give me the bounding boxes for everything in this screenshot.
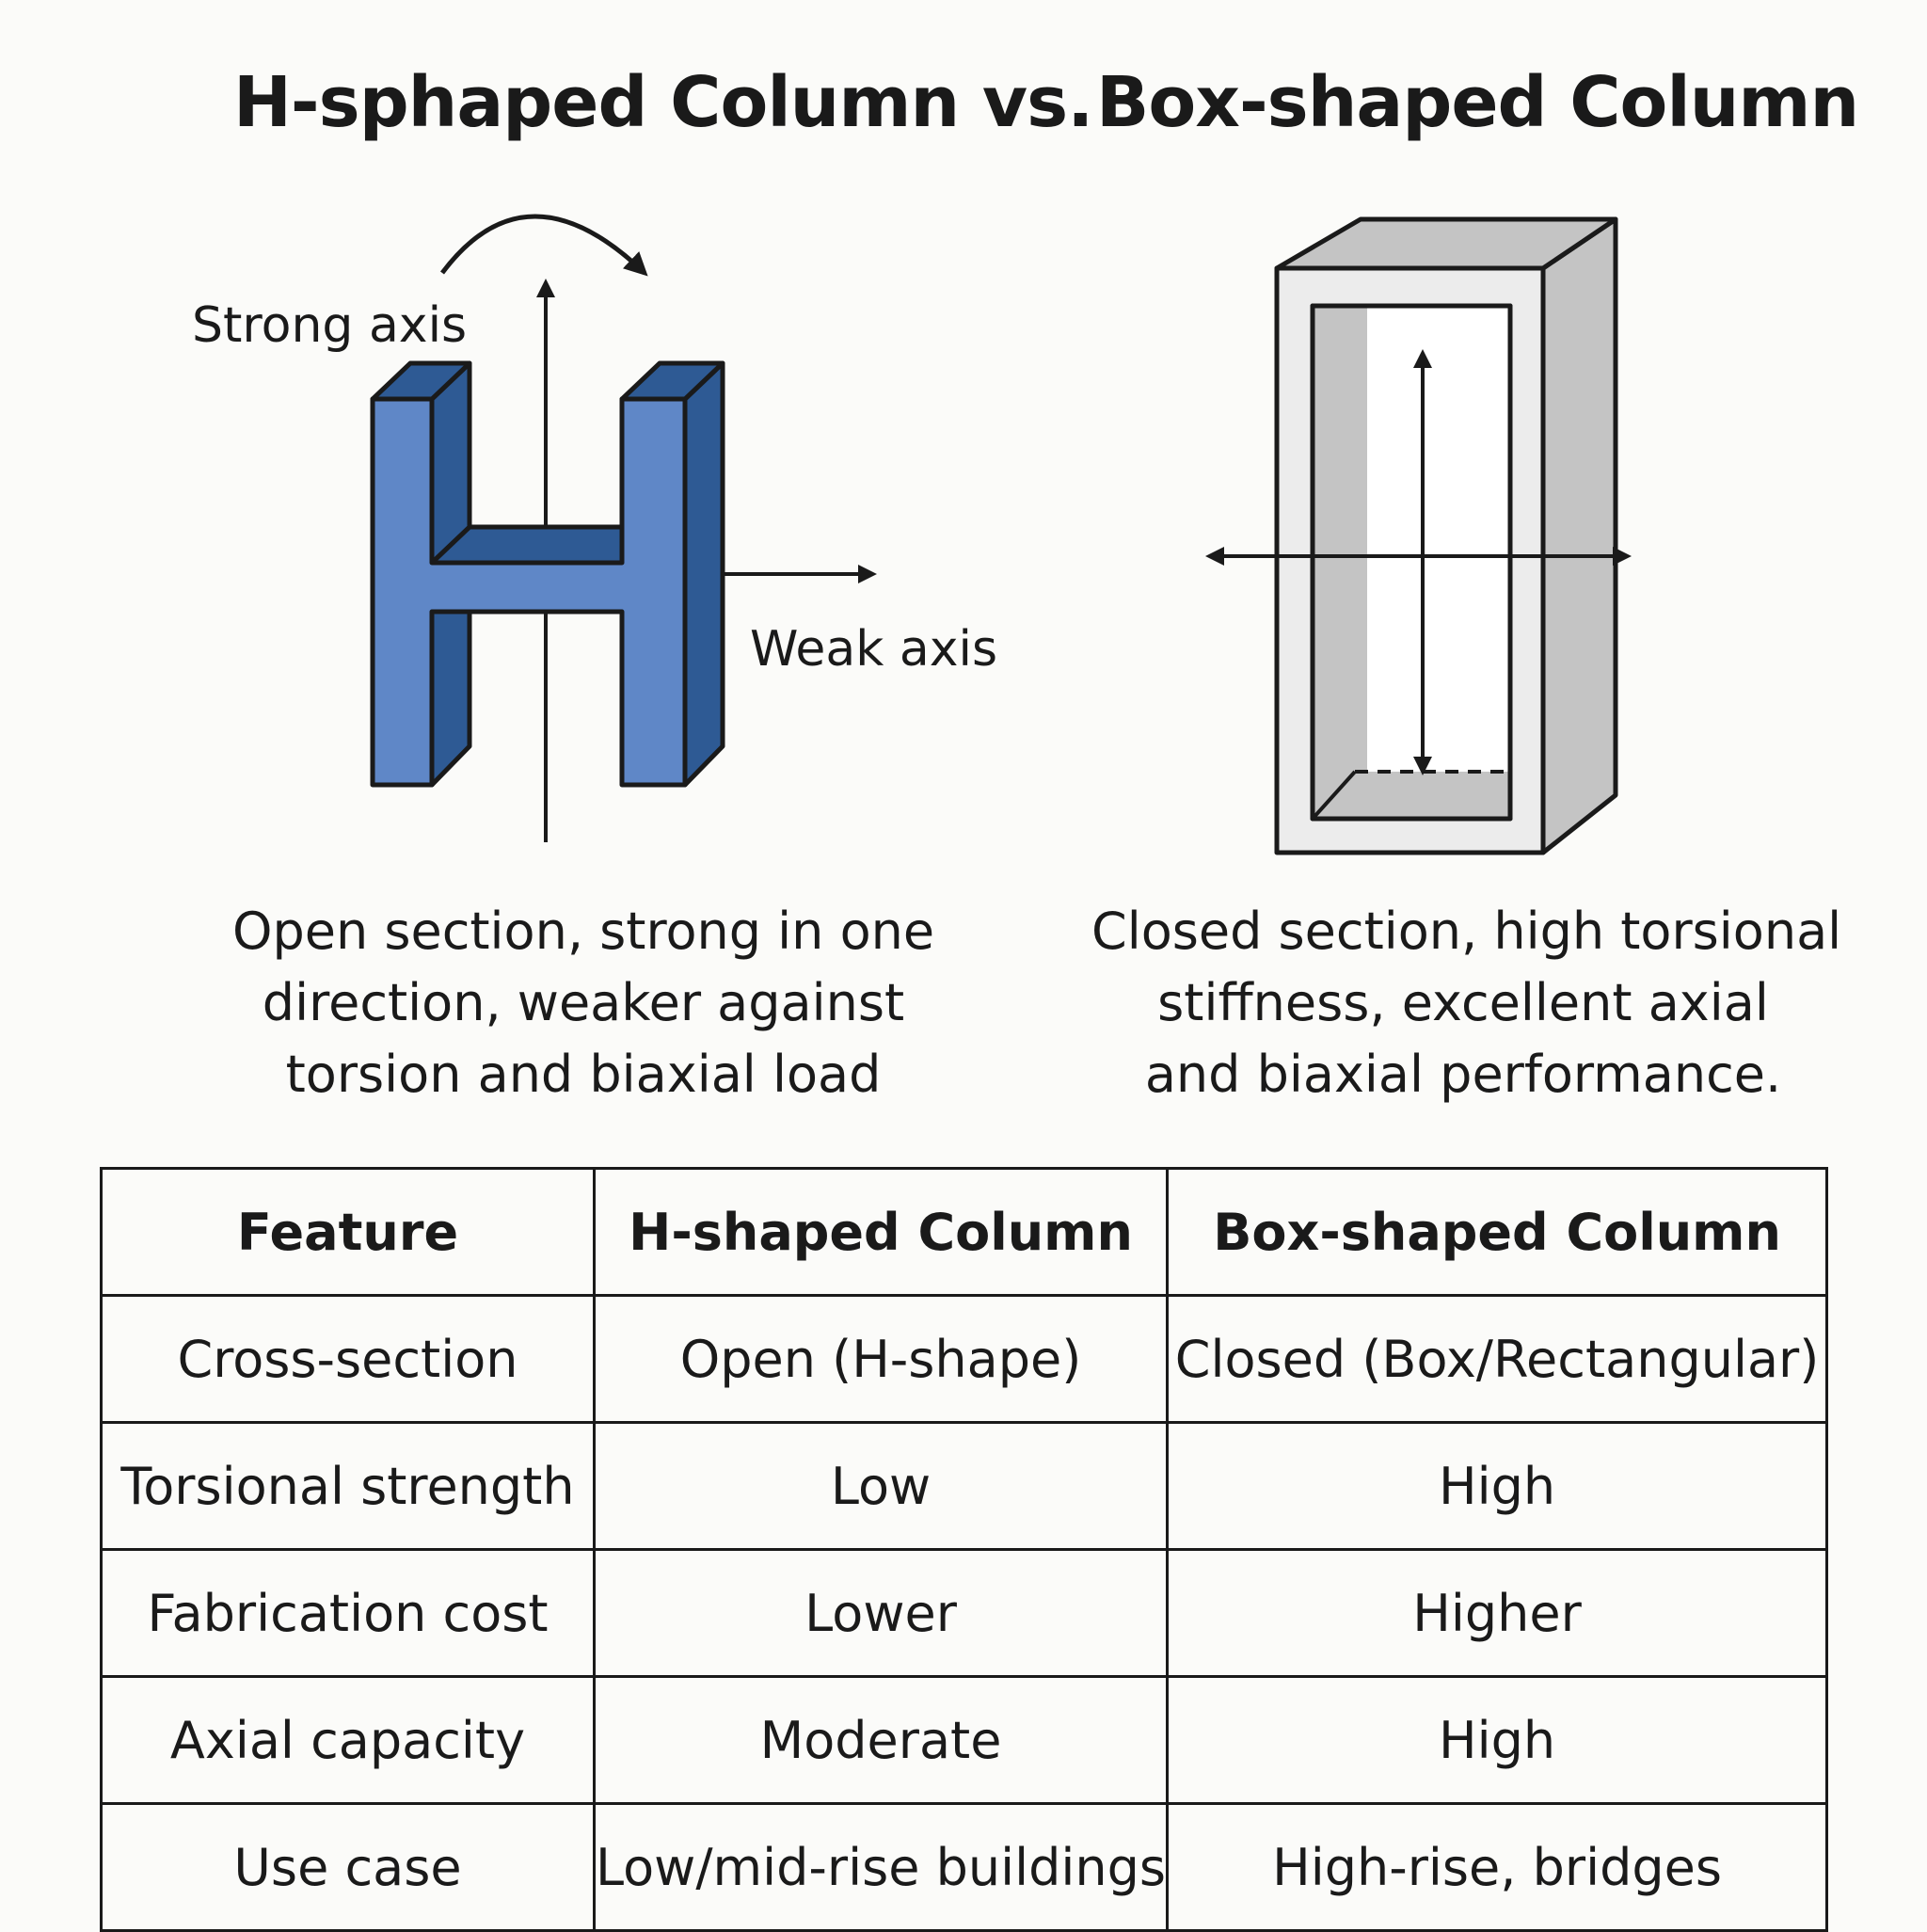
- comparison-table: [100, 1167, 1828, 1932]
- table-cell: High: [1168, 1677, 1827, 1804]
- table-cell: Low/mid-rise buildings: [595, 1804, 1168, 1931]
- caption-line: stiffness, excellent axial: [1157, 973, 1769, 1032]
- box-column-figure: [1209, 219, 1628, 853]
- table-cell: Lower: [595, 1550, 1168, 1677]
- strong-axis-label: Strong axis: [192, 297, 468, 354]
- rotation-arrow-icon: [442, 216, 645, 273]
- table-cell: Fabrication cost: [102, 1550, 595, 1677]
- caption-line: torsion and biaxial load: [285, 1045, 882, 1104]
- caption-line: Open section, strong in one: [231, 902, 935, 961]
- weak-axis-label: Weak axis: [750, 621, 998, 678]
- header-feature: Feature: [102, 1169, 595, 1296]
- header-box-column: Box-shaped Column: [1168, 1169, 1827, 1296]
- table-cell: Moderate: [595, 1677, 1168, 1804]
- table-cell: Cross-section: [102, 1296, 595, 1423]
- table-cell: Higher: [1168, 1550, 1827, 1677]
- table-row: [102, 1804, 1827, 1931]
- caption-line: Closed section, high torsional: [1091, 902, 1842, 961]
- header-h-column: H-shaped Column: [595, 1169, 1168, 1296]
- table-row: [102, 1677, 1827, 1804]
- table-cell: Low: [595, 1423, 1168, 1550]
- h-column-caption: [198, 896, 969, 1110]
- box-column-caption: [1091, 896, 1842, 1110]
- table-cell: Axial capacity: [102, 1677, 595, 1804]
- caption-line: and biaxial performance.: [1144, 1045, 1782, 1104]
- table-cell: Open (H-shape): [595, 1296, 1168, 1423]
- caption-line: direction, weaker against: [262, 973, 905, 1032]
- table-row: [102, 1550, 1827, 1677]
- title-box-column: Box-shaped Column: [1096, 62, 1859, 143]
- table-header-row: [102, 1169, 1827, 1296]
- table-cell: Closed (Box/Rectangular): [1168, 1296, 1827, 1423]
- table-cell: Use case: [102, 1804, 595, 1931]
- table-cell: High: [1168, 1423, 1827, 1550]
- table-row: [102, 1296, 1827, 1423]
- table-cell: Torsional strength: [102, 1423, 595, 1550]
- table-cell: High-rise, bridges: [1168, 1804, 1827, 1931]
- table-row: [102, 1423, 1827, 1550]
- title-h-column: H-sphaped Column vs.: [233, 62, 1093, 143]
